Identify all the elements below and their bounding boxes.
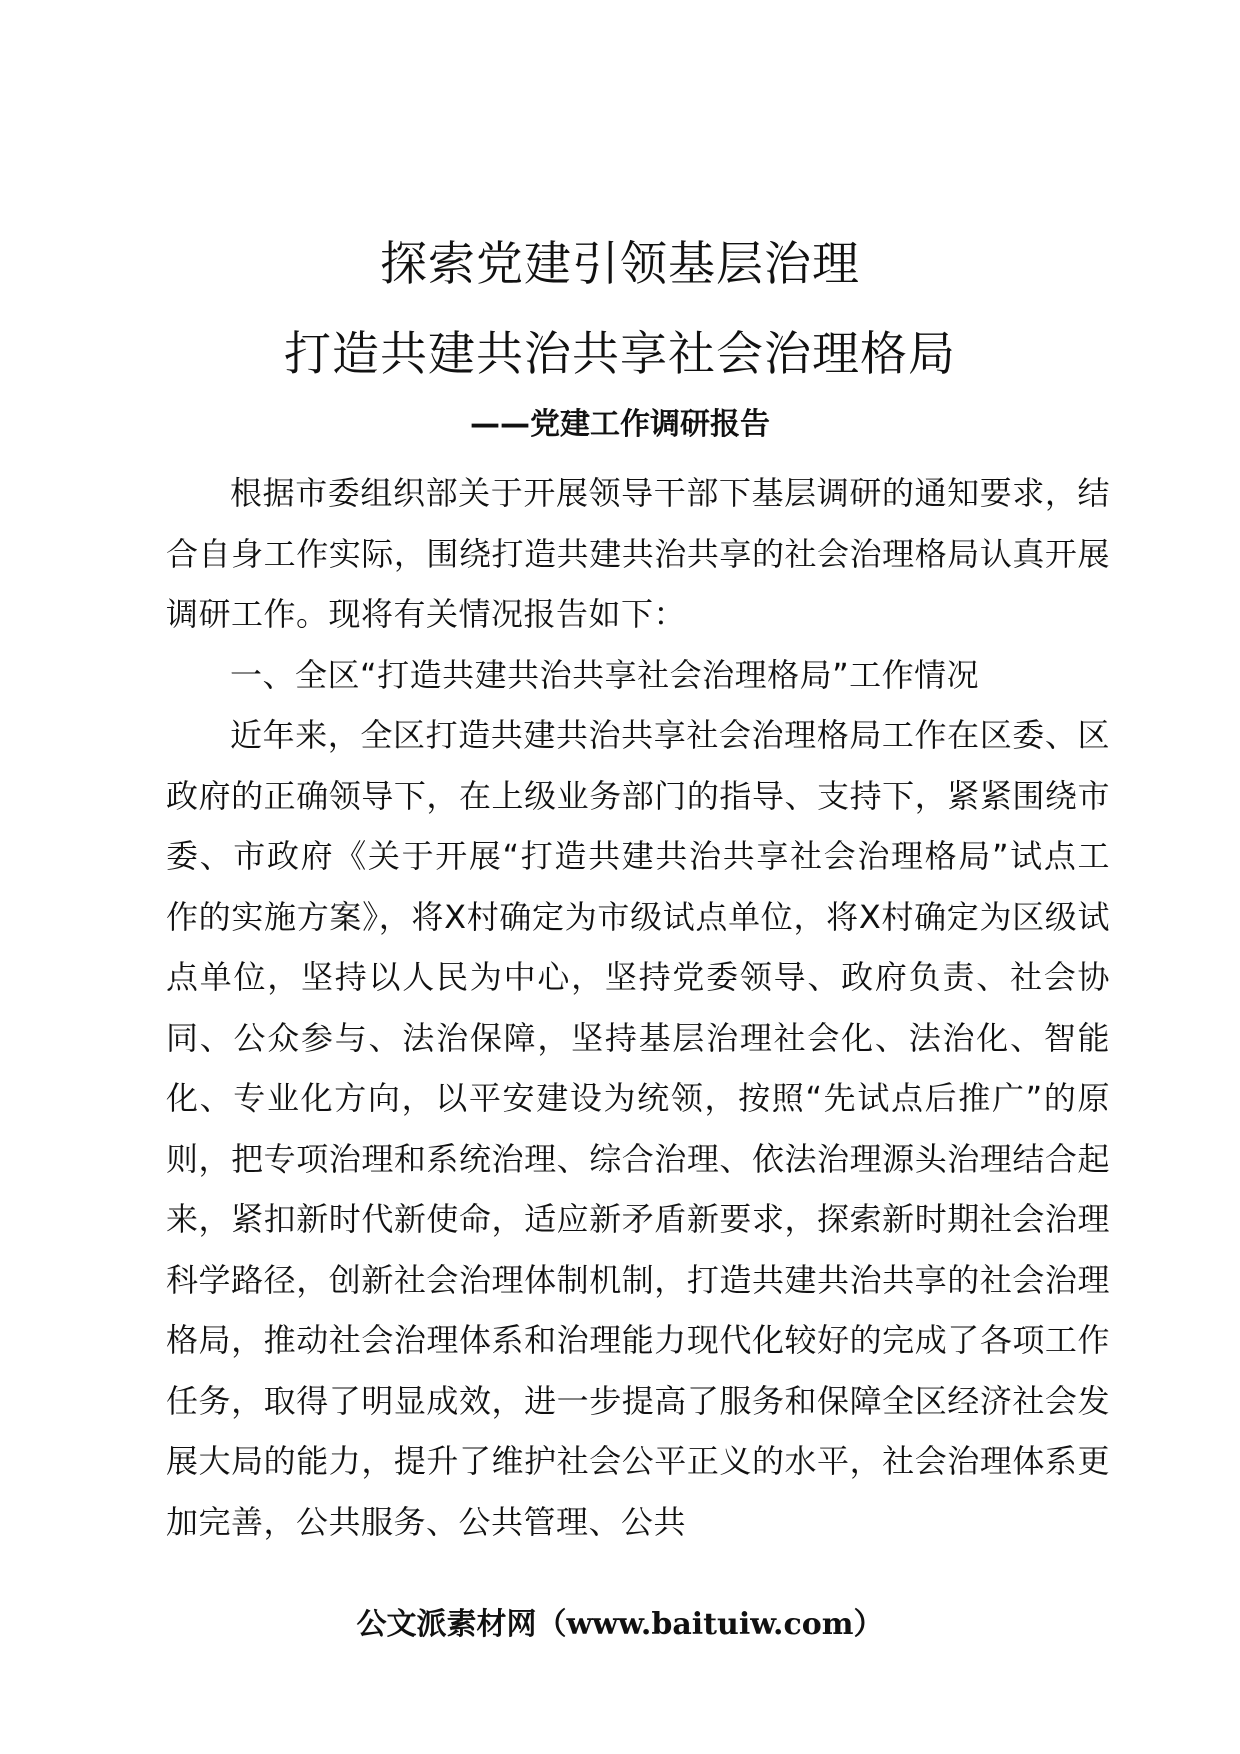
document-title-line-2: 打造共建共治共享社会治理格局 bbox=[284, 327, 956, 382]
section-heading-1: 一、全区“打造共建共治共享社会治理格局”工作情况 bbox=[230, 655, 980, 694]
document-body bbox=[166, 463, 1110, 1552]
body-paragraph: 近年来，全区打造共建共治共享社会治理格局工作在区委、区政府的正确领导下，在上级业务部门的指导、支持下，紧紧围绕市委、市政府《关于开展“打造共建共治共享社会治理格局”试点工作的实施方案》，将X村确定为市级试点单位，将X村确定为区级试点单位，坚持以人民为中心，坚持党委领导、政府负责、社会协同、公众参与、法治保障，坚持基层治理社会化、法治化、智能化、专业化方向，以平安建设为统领，按照“先试点后推广”的原则，把专项治理和系统治理、综合治理、依法治理源头治理结合起来，紧扣新时代新使命，适应新矛盾新要求，探索新时期社会治理科学路径，创新社会治理体制机制，打造共建共治共享的社会治理格局，推动社会治理体系和治理能力现代化较好的完成了各项工作任务，取得了明显成效，进一步提高了服务和保障全区经济社会发展大局的能力，提升了维护社会公平正义的水平，社会治理体系更加完善，公共服务、公共管理、公共 bbox=[166, 716, 1110, 1541]
intro-paragraph: 根据市委组织部关于开展领导干部下基层调研的通知要求，结合自身工作实际，围绕打造共建共治共享的社会治理格局认真开展调研工作。现将有关情况报告如下： bbox=[166, 474, 1110, 633]
document-title-line-1: 探索党建引领基层治理 bbox=[380, 237, 860, 292]
document-subtitle: ——党建工作调研报告 bbox=[470, 407, 770, 442]
footer-watermark: 公文派素材网（www.baituiw.com） bbox=[356, 1607, 884, 1642]
